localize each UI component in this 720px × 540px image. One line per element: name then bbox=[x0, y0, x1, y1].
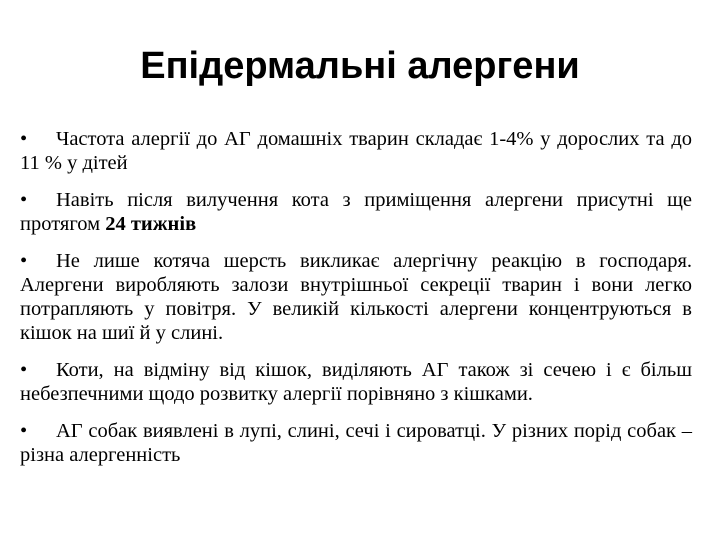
bullet-text: Не лише котяча шерсть викликає алергічну реакцію в господаря. Алергени виробляють залози внутрішньої секреції тварин і вони легко потрапляють у повітря. У великій кількості алергени концентруються в кішок на шиї й у слині. bbox=[20, 250, 692, 344]
bullet-mark: • bbox=[20, 359, 28, 381]
bullet-mark: • bbox=[20, 420, 28, 442]
bullet-item bbox=[20, 127, 692, 175]
bullet-bold-text: 24 тижнів bbox=[105, 213, 197, 235]
bullet-text: Частота алергії до АГ домашніх тварин складає 1-4% у дорослих та до 11 % у дітей bbox=[20, 128, 692, 174]
bullet-item bbox=[20, 188, 692, 236]
bullet-text: Навіть після вилучення кота з приміщення алергени присутні ще протягом bbox=[20, 189, 692, 235]
bullet-text: АГ собак виявлені в лупі, слині, сечі і сироватці. У різних порід собак – різна алергенність bbox=[20, 420, 692, 466]
bullet-item bbox=[20, 249, 692, 345]
slide-title: Епідермальні алергени bbox=[140, 45, 580, 87]
bullet-text: Коти, на відміну від кішок, виділяють АГ також зі сечею і є більш небезпечними щодо розвитку алергії порівняно з кішками. bbox=[20, 359, 692, 405]
bullet-item bbox=[20, 419, 692, 467]
bullet-mark: • bbox=[20, 250, 28, 272]
bullet-mark: • bbox=[20, 128, 28, 150]
bullet-item bbox=[20, 358, 692, 406]
bullet-list bbox=[20, 127, 692, 480]
bullet-mark: • bbox=[20, 189, 28, 211]
